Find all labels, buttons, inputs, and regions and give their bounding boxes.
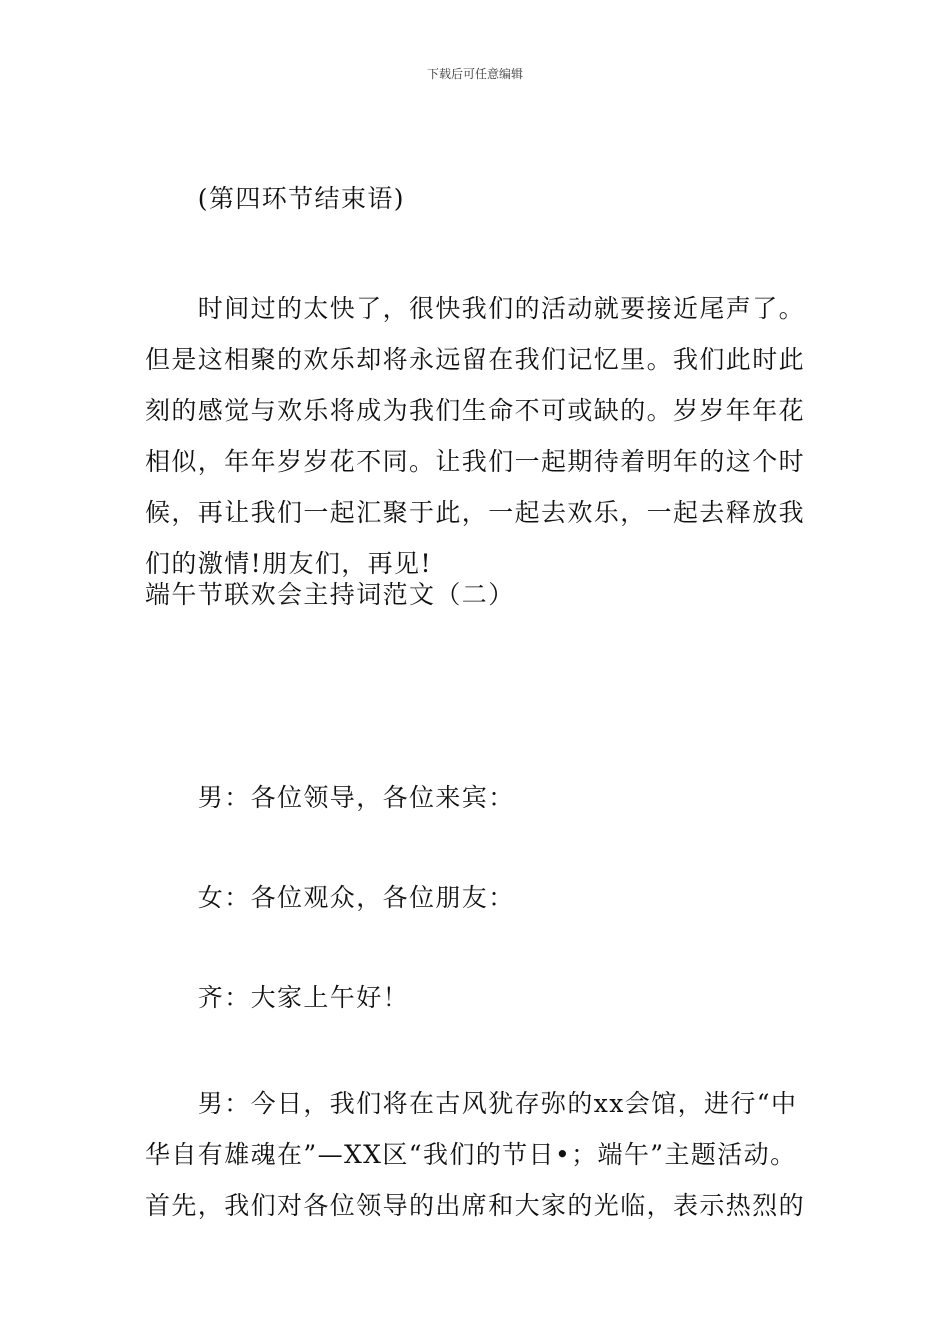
dialogue-line-male-greeting: 男：各位领导，各位来宾：	[145, 783, 515, 812]
document-subtitle: 端午节联欢会主持词范文（二）	[145, 580, 515, 609]
page-header-note: 下载后可任意编辑	[426, 67, 523, 81]
dialogue-line-together-greeting: 齐：大家上午好！	[145, 983, 410, 1012]
paragraph-closing-speech: 时间过的太快了，很快我们的活动就要接近尾声了。 但是这相聚的欢乐却将永远留在我们记忆里。我们此时此 刻的感觉与欢乐将成为我们生命不可或缺的。岁岁年年花 相似，年年岁岁花不同。让我们一起期待着明年的这个时 候，再让我们一起汇聚于此，一起去欢乐，一起去释放我 们的激情!朋友们，再见!	[145, 294, 806, 578]
dialogue-line-female-greeting: 女：各位观众，各位朋友：	[145, 883, 515, 912]
section-heading-closing-remarks: (第四环节结束语)	[145, 184, 405, 213]
dialogue-line-male-introduction: 男：今日，我们将在古风犹存弥的xx会馆，进行“中 华自有雄魂在”—XX区“我们的节日•；端午”主题活动。 首先，我们对各位领导的出席和大家的光临，表示热烈的	[145, 1089, 806, 1220]
